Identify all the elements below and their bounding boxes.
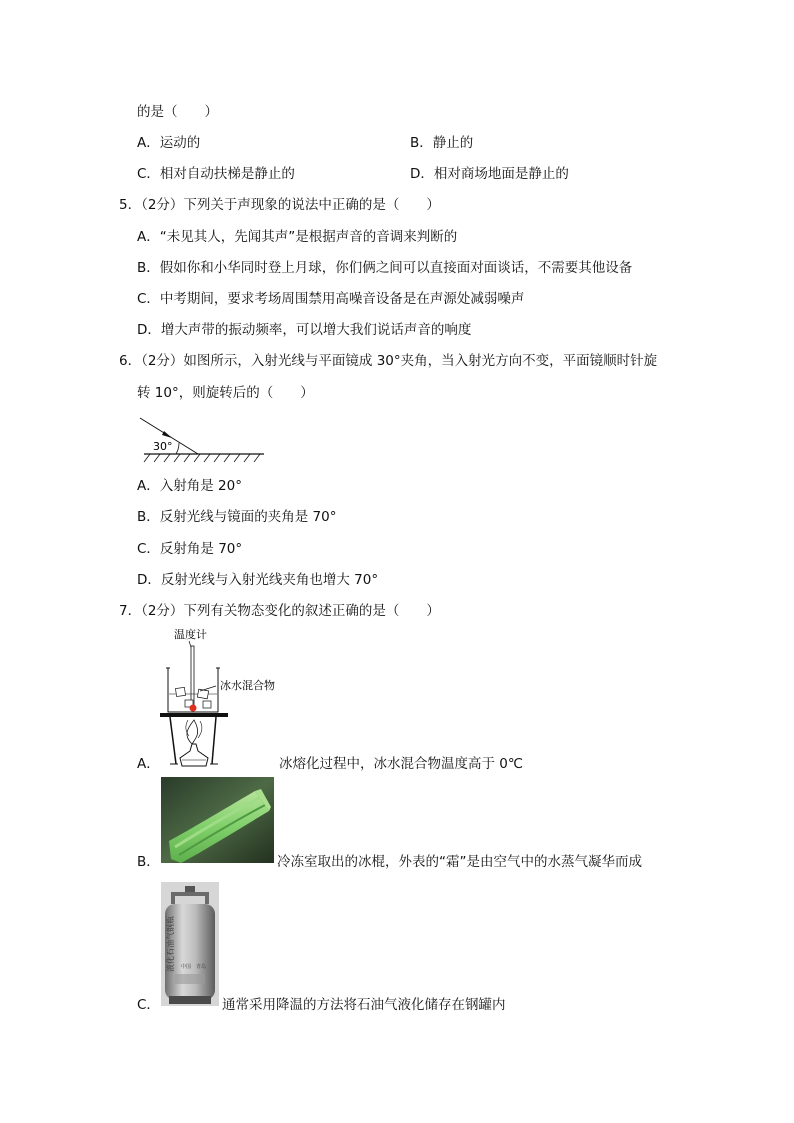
q7-option-a-text: 冰熔化过程中，冰水混合物温度高于 0℃ <box>279 756 524 772</box>
q7-option-b-letter: B． <box>137 854 160 870</box>
mirror-figure <box>136 412 272 468</box>
q6-stem-line1: 6．（2分）如图所示，入射光线与平面镜成 30°夹角，当入射光方向不变，平面镜顺时针旋 <box>119 353 658 369</box>
q6-option-a: A．入射角是 20° <box>137 478 242 494</box>
ray-arrowhead <box>162 431 172 438</box>
q5-stem: 5．（2分）下列关于声现象的说法中正确的是（ ） <box>119 197 440 213</box>
q5-option-d: D．增大声带的振动频率，可以增大我们说话声音的响度 <box>137 322 472 338</box>
q4-option-c: C．相对自动扶梯是静止的 <box>137 166 295 182</box>
q7-option-a-letter: A． <box>137 756 160 772</box>
alcohol-lamp <box>180 744 208 766</box>
q4-option-d: D．相对商场地面是静止的 <box>410 166 569 182</box>
tripod-leg-left <box>170 717 176 764</box>
q6-option-d: D．反射光线与入射光线夹角也增大 70° <box>137 572 379 588</box>
cylinder-label: 液化石油气钢瓶 <box>166 916 175 972</box>
q7-option-c-text: 通常采用降温的方法将石油气液化储存在钢罐内 <box>222 997 506 1013</box>
cylinder-small-print: 中国 青岛 <box>181 964 207 970</box>
q7-option-c-letter: C． <box>137 997 160 1013</box>
mixture-label: 冰水混合物 <box>220 679 275 692</box>
q4-option-a: A．运动的 <box>137 135 201 151</box>
gas-cylinder-photo <box>161 882 219 1006</box>
q6-stem-line2: 转 10°，则旋转后的（ ） <box>137 385 314 401</box>
q6-option-b: B．反射光线与镜面的夹角是 70° <box>137 509 337 525</box>
q5-option-c: C．中考期间，要求考场周围禁用高噪音设备是在声源处减弱噪声 <box>137 291 525 307</box>
q5-option-a: A．“未见其人，先闻其声”是根据声音的音调来判断的 <box>137 229 458 245</box>
mirror-hatching <box>144 454 260 462</box>
angle-arc <box>176 443 179 454</box>
beaker-burner-figure <box>156 624 290 774</box>
angle-label: 30° <box>153 440 173 453</box>
thermometer-label: 温度计 <box>174 628 207 641</box>
mixture-label-line <box>200 686 216 691</box>
q7-option-b-text: 冷冻室取出的冰棍，外表的“霜”是由空气中的水蒸气凝华而成 <box>277 854 642 870</box>
wire-gauze <box>160 713 228 717</box>
popsicle-photo <box>161 777 274 863</box>
q7-stem: 7．（2分）下列有关物态变化的叙述正确的是（ ） <box>119 603 440 619</box>
tripod-leg-right <box>212 717 216 764</box>
q5-option-b: B．假如你和小华同时登上月球，你们俩之间可以直接面对面谈话，不需要其他设备 <box>137 260 633 276</box>
q4-stem-tail: 的是（ ） <box>137 104 218 120</box>
q6-option-c: C．反射角是 70° <box>137 541 243 557</box>
q4-option-b: B．静止的 <box>410 135 474 151</box>
thermometer-bulb <box>190 705 197 712</box>
cylinder-base <box>169 996 211 1004</box>
flame <box>187 720 198 744</box>
